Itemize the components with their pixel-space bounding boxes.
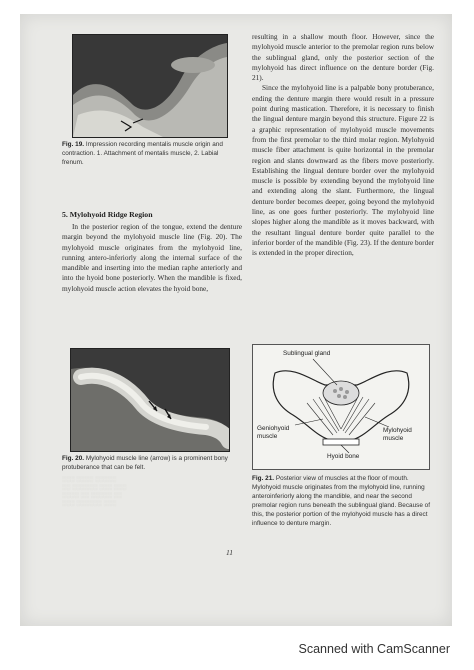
label-sublingual-gland: Sublingual gland [283,350,331,357]
fig19-caption-label: Fig. 19. [62,141,85,148]
bleed-through-text: ░░░ ░░░░ ░░░░░ ░░ ░░░░░░ ░░░ ░░░ ░░░░ ░░ ░░░░░ ░░ ░░░ ░░░░░░ ░░░ [62,477,127,507]
fig19-impression-image [73,35,227,137]
fig20-caption [62,454,238,472]
fig20-caption-text: Mylohyoid muscle line (arrow) is a prominent bony protuberance that can be felt. [62,455,228,471]
fig19-caption-text: Impression recording mentalis muscle origin and contraction. 1. Attachment of mentalis muscle, 2. Labial frenum. [62,141,223,166]
fig21-muscle-illustration [253,345,429,469]
right-paragraph-2: Since the mylohyoid line is a palpable bony protuberance, ending the denture margin there would result in a pressure point during mastication. Therefore, it is necessary to finish the lingual denture margin beyond this structure. Figure 22 is a graphic representation of mylohyoid muscle movements from the first premolar to the third molar region. Mylohyoid muscle fiber attachment is quite horizontal in the premolar region and slants downward as the fibers move posteriorly. Establishing the lingual denture border over the mylohyoid muscle is possible by extending beyond the mylohyoid line and extending along the slant. Furthermore, the lingual denture border becomes deeper, going beyond the mylohyoid line, as one goes further posteriorly. The mylohyoid line slopes higher along the mandible as it moves backward, with the resultant lingual denture border quite parallel to the inferior border of the mandible (Fig. 23). If the denture border is extended in the proper direction, [252,83,434,258]
label-geniohyoid-muscle: Geniohyoid muscle [257,425,290,440]
label-hyoid-bone: Hyoid bone [327,453,360,460]
fig19-caption [62,140,232,167]
right-paragraph-1: resulting in a shallow mouth floor. However, since the mylohyoid muscle anterior to the premolar region runs below the sublingual gland, only the posterior section of the mylohyoid has direct influence on the denture border (Fig. 21). [252,32,434,83]
fig20-photo [70,348,230,452]
camscanner-watermark: Scanned with CamScanner [298,642,450,656]
fig20-caption-label: Fig. 20. [62,455,85,462]
fig19-photo [72,34,228,138]
section-heading: 5. Mylohyoid Ridge Region [62,210,153,219]
left-column-text [62,222,242,294]
fig21-caption [252,474,430,528]
label-mylohyoid-muscle: Mylohyoid muscle [383,427,412,442]
fig21-diagram [252,344,430,470]
section-paragraph: In the posterior region of the tongue, extend the denture margin beyond the mylohyoid muscle line (Fig. 20). The mylohyoid muscle originates from the mylohyoid line, running antero-inferiorly along the internal surface of the mandible and inserting into the median raphe anteriorly and into the hyoid bone posteriorly. When the mandible is fixed, mylohyoid muscle action elevates the hyoid bone, [62,222,242,293]
scanned-page [20,14,452,626]
right-column-text [252,32,434,259]
page-number: 11 [226,548,233,557]
fig21-caption-text: Posterior view of muscles at the floor of mouth. Mylohyoid muscle originates from the mylohyoid line, running anteroinferiorly along the mandible, and near the second premolar region runs beneath the sublingual gland. Because of this, the posterior portion of the mylohyoid muscle has a direct influence to denture margin. [252,475,430,527]
fig20-mandible-image [71,349,229,451]
fig21-caption-label: Fig. 21. [252,475,275,482]
